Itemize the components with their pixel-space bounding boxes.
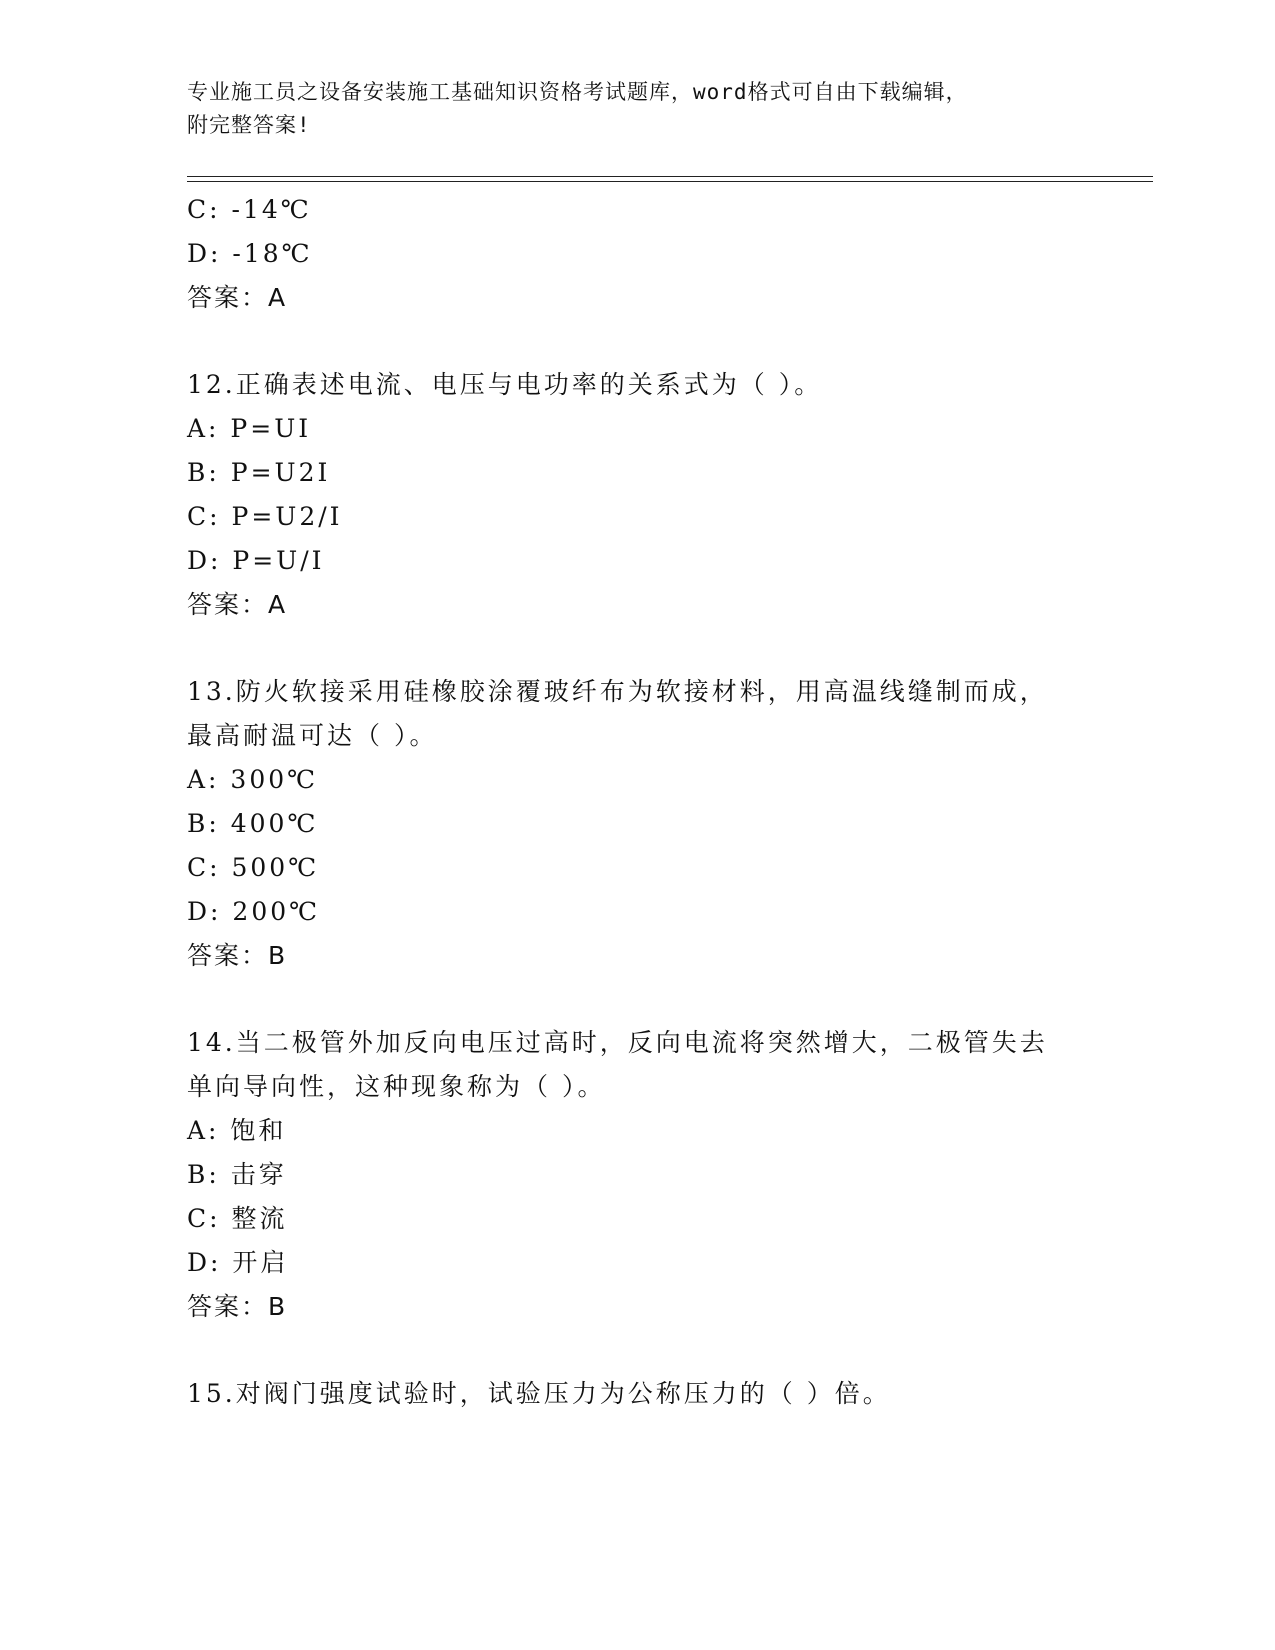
option-c: C: 整流 [187,1204,288,1233]
document-header [187,76,1087,142]
header-intro-line-2: 附完整答案! [187,113,311,137]
option-d: D: 200℃ [187,897,321,926]
option-c: C: 500℃ [187,853,320,882]
header-intro-line-1: 专业施工员之设备安装施工基础知识资格考试题库，word格式可自由下载编辑， [187,80,968,104]
option-a: A: P=UI [187,414,312,443]
question-stem-continued: 最高耐温可达（ ）。 [187,721,438,750]
header-divider-bottom [187,181,1153,182]
option-d: D: P=U/I [187,546,325,575]
question-stem-continued: 单向导向性，这种现象称为（ ）。 [187,1072,606,1101]
answer-line: 答案：A [187,283,288,312]
question-stem: 12.正确表述电流、电压与电功率的关系式为（ ）。 [187,370,823,399]
answer-line: 答案：B [187,941,288,970]
question-stem: 14.当二极管外加反向电压过高时，反向电流将突然增大，二极管失去 [187,1028,1048,1057]
header-divider-top [187,176,1153,177]
question-stem: 15.对阀门强度试验时，试验压力为公称压力的（ ）倍。 [187,1379,891,1408]
option-d: D: 开启 [187,1248,289,1277]
option-b: B: 击穿 [187,1160,287,1189]
answer-line: 答案：A [187,590,288,619]
option-c: C: -14℃ [187,195,312,224]
question-stem: 13.防火软接采用硅橡胶涂覆玻纤布为软接材料，用高温线缝制而成， [187,677,1048,706]
answer-line: 答案：B [187,1292,288,1321]
option-b: B: 400℃ [187,809,319,838]
option-d: D: -18℃ [187,239,313,268]
option-c: C: P=U2/I [187,502,343,531]
option-a: A: 300℃ [187,765,319,794]
option-b: B: P=U2I [187,458,331,487]
option-a: A: 饱和 [187,1116,287,1145]
